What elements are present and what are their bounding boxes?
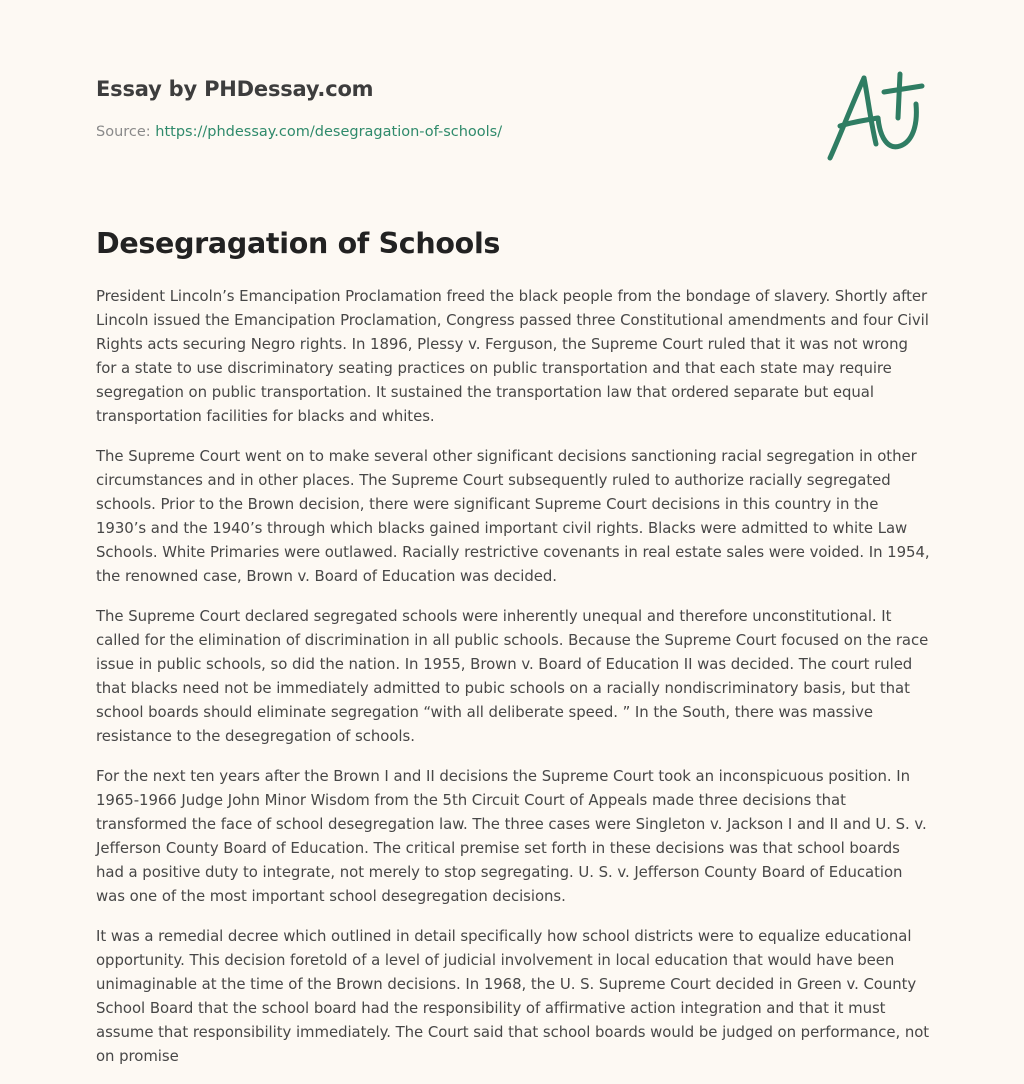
essay-paragraph: For the next ten years after the Brown I and II decisions the Supreme Court took an inconspicuous position. In 1965-1966 Judge John Minor Wisdom from the 5th Circuit Court of Appeals made three decisions that transformed the face of school desegregation law. The three cases were Singleton v. Jackson I and II and U. S. v. Jefferson County Board of Education. The critical premise set forth in these decisions was that school boards had a positive duty to integrate, not merely to stop segregating. U. S. v. Jefferson County Board of Education was one of the most important school desegregation decisions.	[96, 767, 927, 905]
essay-title: Desegragation of Schools	[96, 227, 501, 260]
source-line	[96, 122, 502, 142]
essay-paragraph: It was a remedial decree which outlined in detail specifically how school districts were to equalize educational opportunity. This decision foretold of a level of judicial involvement in local education that would have been unimaginable at the time of the Brown decisions. In 1968, the U. S. Supreme Court decided in Green v. County School Board that the school board had the responsibility of affirmative action integration and that it must assume that responsibility immediately. The Court said that school boards would be judged on performance, not on promise	[96, 927, 930, 1065]
essay-paragraph: President Lincoln’s Emancipation Proclamation freed the black people from the bondage of slavery. Shortly after Lincoln issued the Emancipation Proclamation, Congress passed three Constitutional amendments and four Civil Rights acts securing Negro rights. In 1896, Plessy v. Ferguson, the Supreme Court ruled that it was not wrong for a state to use discriminatory seating practices on public transportation and that each state may require segregation on public transportation. It sustained the transportation law that ordered separate but equal transportation facilities for blacks and whites.	[96, 287, 929, 425]
essay-body	[96, 284, 932, 1084]
essay-header	[96, 74, 502, 142]
source-label: Source:	[96, 124, 156, 140]
site-brand: Essay by PHDessay.com	[96, 77, 374, 101]
essay-paragraph: The Supreme Court declared segregated schools were inherently unequal and therefore unconstitutional. It called for the elimination of discrimination in all public schools. Because the Supreme Court focused on the race issue in public schools, so did the nation. In 1955, Brown v. Board of Education II was decided. The court ruled that blacks need not be immediately admitted to pubic schools on a racially nondiscriminatory basis, but that school boards should eliminate segregation “with all deliberate speed. ” In the South, there was massive resistance to the desegregation of schools.	[96, 607, 929, 745]
source-link[interactable]: https://phdessay.com/desegragation-of-schools/	[155, 124, 503, 140]
a-plus-logo-icon	[822, 66, 928, 166]
essay-paragraph: The Supreme Court went on to make several other significant decisions sanctioning racial segregation in other circumstances and in other places. The Supreme Court subsequently ruled to authorize racially segregated schools. Prior to the Brown decision, there were significant Supreme Court decisions in this country in the 1930’s and the 1940’s through which blacks gained important civil rights. Blacks were admitted to white Law Schools. White Primaries were outlawed. Racially restrictive covenants in real estate sales were voided. In 1954, the renowned case, Brown v. Board of Education was decided.	[96, 447, 930, 585]
